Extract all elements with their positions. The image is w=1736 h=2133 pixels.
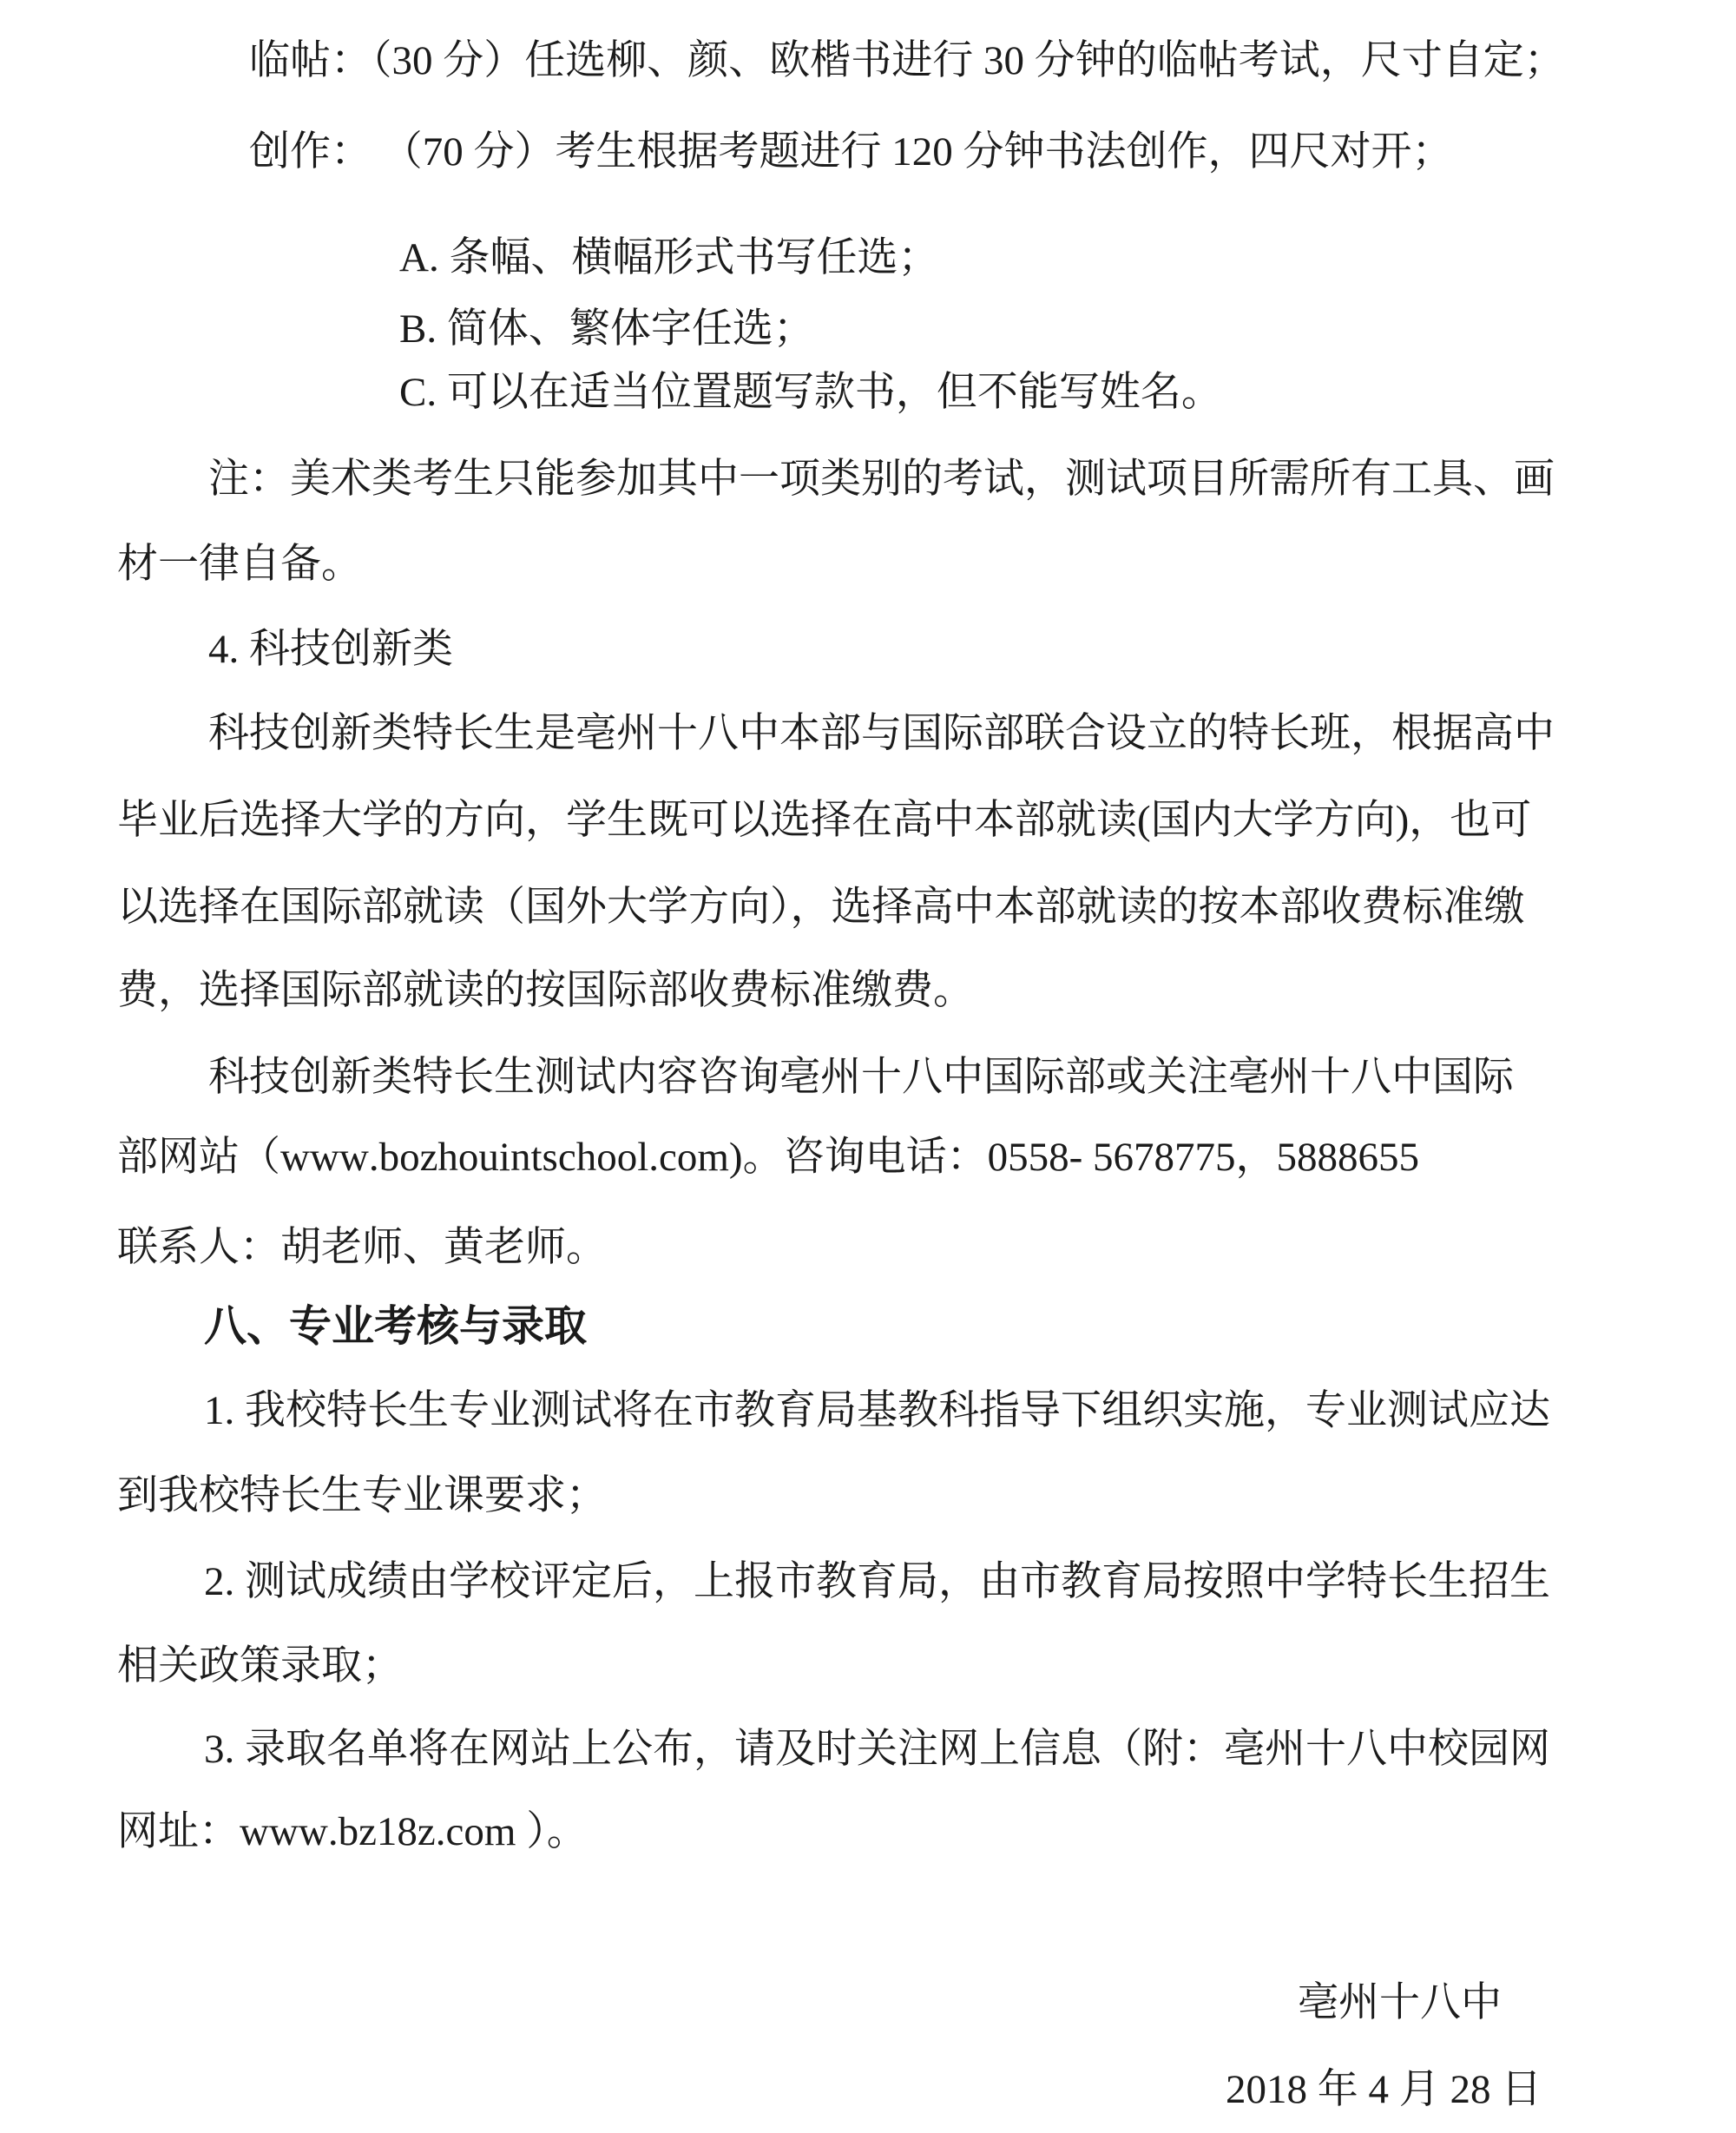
section-heading-assessment: 八、专业考核与录取: [204, 1302, 588, 1350]
art-note-line-2: 材一律自备。: [117, 542, 362, 587]
tech-intro-line-2: 毕业后选择大学的方向，学生既可以选择在高中本部就读(国内大学方向)，也可: [117, 798, 1532, 843]
assessment-item3-line-1: 3. 录取名单将在网站上公布，请及时关注网上信息（附：亳州十八中校园网: [204, 1727, 1550, 1772]
assessment-item3-line-2: 网址：www.bz18z.com ）。: [117, 1809, 588, 1854]
calligraphy-option-b: B. 简体、繁体字任选；: [399, 306, 814, 352]
tech-intro-line-4: 费，选择国际部就读的按国际部收费标准缴费。: [117, 968, 974, 1013]
tech-contact-line-3: 联系人：胡老师、黄老师。: [117, 1225, 607, 1270]
tech-innovation-title: 4. 科技创新类: [208, 627, 453, 672]
signature-date: 2018 年 4 月 28 日: [1226, 2067, 1542, 2112]
calligraphy-creation-line: 创作： （70 分）考生根据考题进行 120 分钟书法创作，四尺对开；: [249, 129, 1453, 174]
tech-intro-line-3: 以选择在国际部就读（国外大学方向），选择高中本部就读的按本部收费标准缴: [117, 885, 1525, 930]
assessment-item1-line-2: 到我校特长生专业课要求；: [117, 1473, 607, 1518]
assessment-item1-line-1: 1. 我校特长生专业测试将在市教育局基教科指导下组织实施，专业测试应达: [204, 1388, 1550, 1433]
calligraphy-copying-line: 临帖：（30 分）任选柳、颜、欧楷书进行 30 分钟的临帖考试，尺寸自定；: [249, 38, 1565, 83]
signature-school: 亳州十八中: [1298, 1980, 1502, 2025]
art-note-line-1: 注：美术类考生只能参加其中一项类别的考试，测试项目所需所有工具、画: [208, 457, 1555, 502]
assessment-item2-line-1: 2. 测试成绩由学校评定后，上报市教育局，由市教育局按照中学特长生招生: [204, 1559, 1550, 1604]
tech-intro-line-1: 科技创新类特长生是亳州十八中本部与国际部联合设立的特长班，根据高中: [208, 711, 1555, 756]
tech-contact-line-1: 科技创新类特长生测试内容咨询亳州十八中国际部或关注亳州十八中国际: [208, 1055, 1514, 1100]
calligraphy-option-c: C. 可以在适当位置题写款书，但不能写姓名。: [399, 370, 1222, 415]
tech-contact-line-2: 部网站（www.bozhouintschool.com)。咨询电话：0558- 5678775，5888655: [117, 1135, 1419, 1180]
assessment-item2-line-2: 相关政策录取；: [117, 1643, 403, 1689]
calligraphy-option-a: A. 条幅、横幅形式书写任选；: [399, 235, 939, 280]
